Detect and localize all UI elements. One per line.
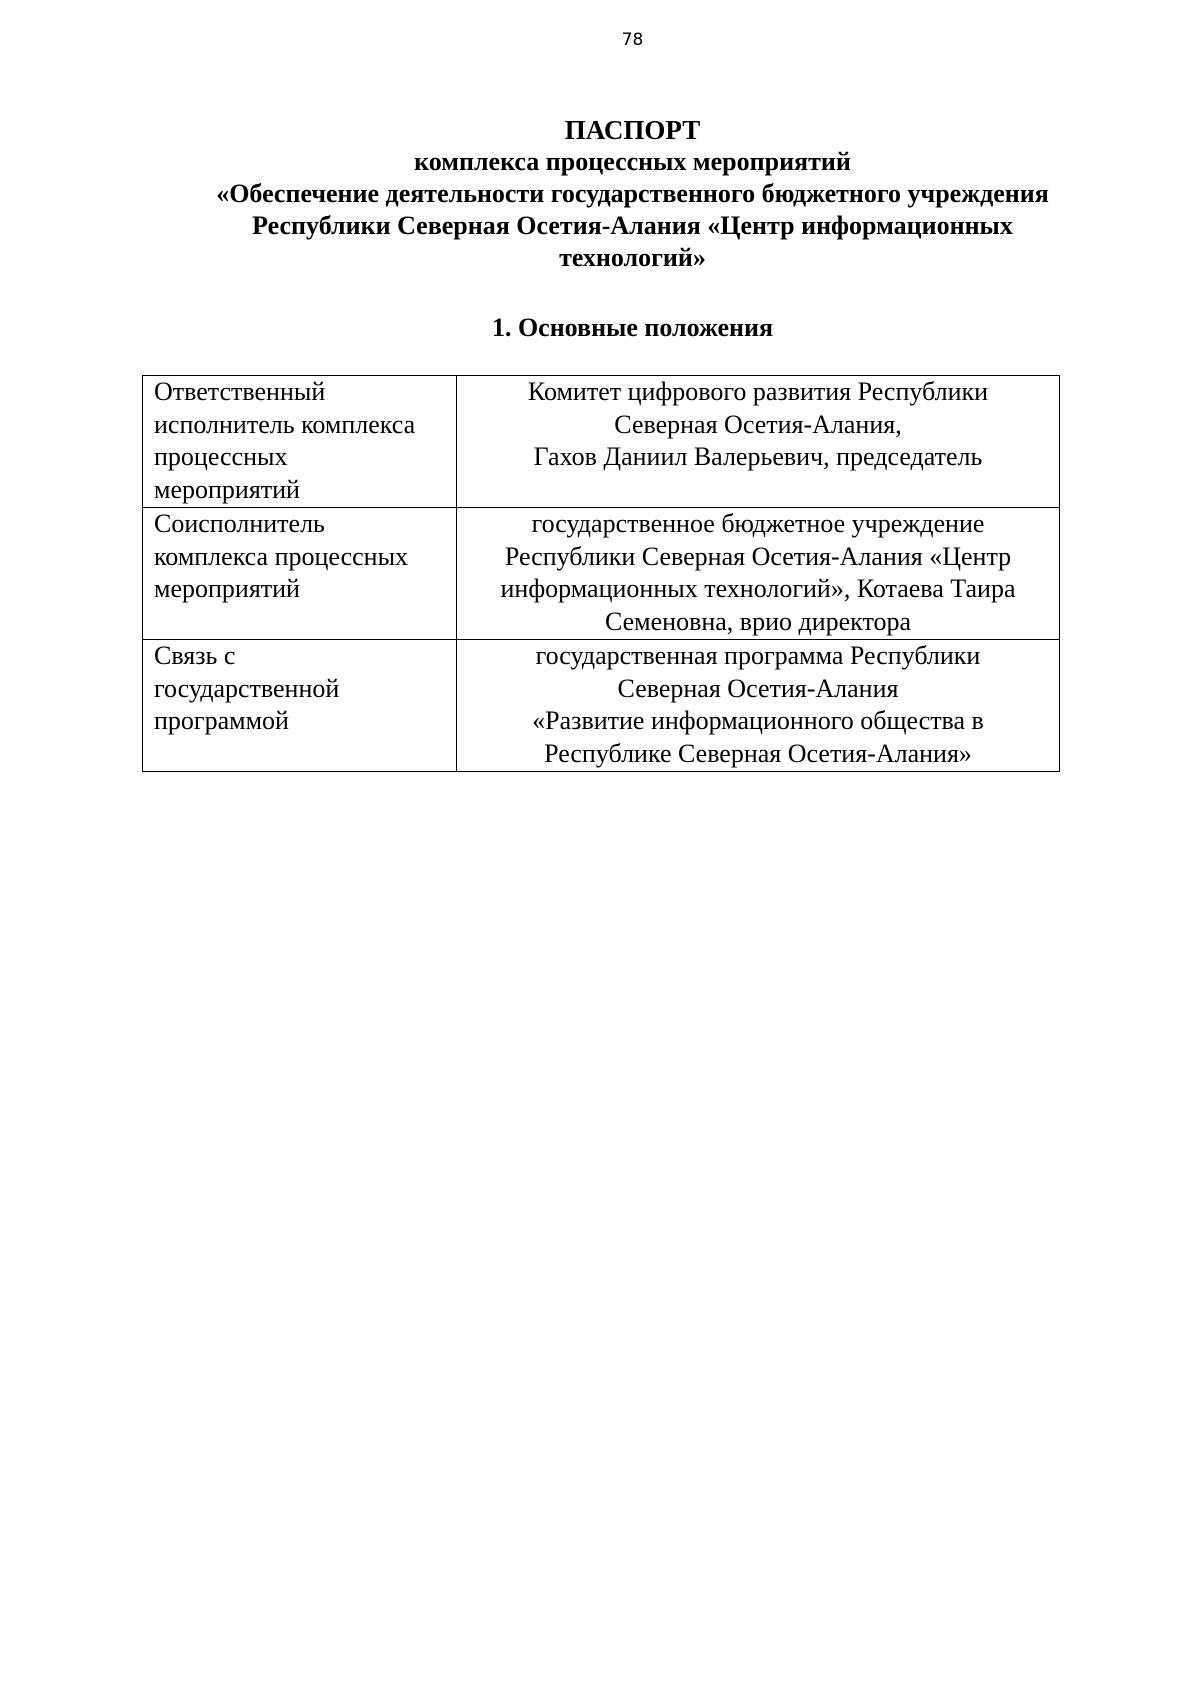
page-number: 78 [621,30,644,50]
row-label-co-executor [143,508,457,640]
title-line-3: «Обеспечение деятельности государственного бюджетного учреждения [216,179,1049,208]
value-line: Республике Северная Осетия-Алания» [544,738,972,768]
value-line: государственное бюджетное учреждение [531,509,985,538]
title-line-1: ПАСПОРТ [564,115,701,145]
document-title [140,114,1125,274]
value-line: Северная Осетия-Алания, [614,409,902,439]
value-line: Гахов Даниил Валерьевич, председатель [533,442,983,471]
label-line: Связь с [154,641,236,670]
value-line: Республики Северная Осетия-Алания «Центр [504,541,1012,571]
label-line: комплекса процессных [154,541,409,571]
row-label-state-program-link [143,640,457,772]
section-heading: 1. Основные положения [491,313,774,342]
value-line: «Развитие информационного общества в [532,706,984,735]
title-line-5: технологий» [559,243,706,272]
label-line: процессных [154,442,288,471]
table-row [143,640,1060,772]
label-line: Ответственный [154,377,326,406]
row-value-state-program-link [457,640,1060,772]
title-line-4: Республики Северная Осетия-Алания «Центр информационных [252,211,1013,240]
label-line: Соисполнитель [154,509,325,538]
value-line: информационных технологий», Котаева Таира [500,574,1016,603]
basic-provisions-table [142,375,1060,772]
row-value-responsible-executor [457,376,1060,508]
value-line: Северная Осетия-Алания [617,673,899,703]
label-line: исполнитель комплекса [154,409,416,439]
label-line: мероприятий [154,574,300,603]
row-label-responsible-executor [143,376,457,508]
label-line: государственной [154,673,340,703]
label-line: мероприятий [154,474,300,504]
row-value-co-executor [457,508,1060,640]
table-row [143,508,1060,640]
value-line: Семеновна, врио директора [604,606,912,636]
table-row [143,376,1060,508]
value-line: Комитет цифрового развития Республики [527,377,989,406]
label-line: программой [154,706,289,735]
value-line: государственная программа Республики [535,641,981,670]
title-line-2: комплекса процессных мероприятий [414,147,851,176]
